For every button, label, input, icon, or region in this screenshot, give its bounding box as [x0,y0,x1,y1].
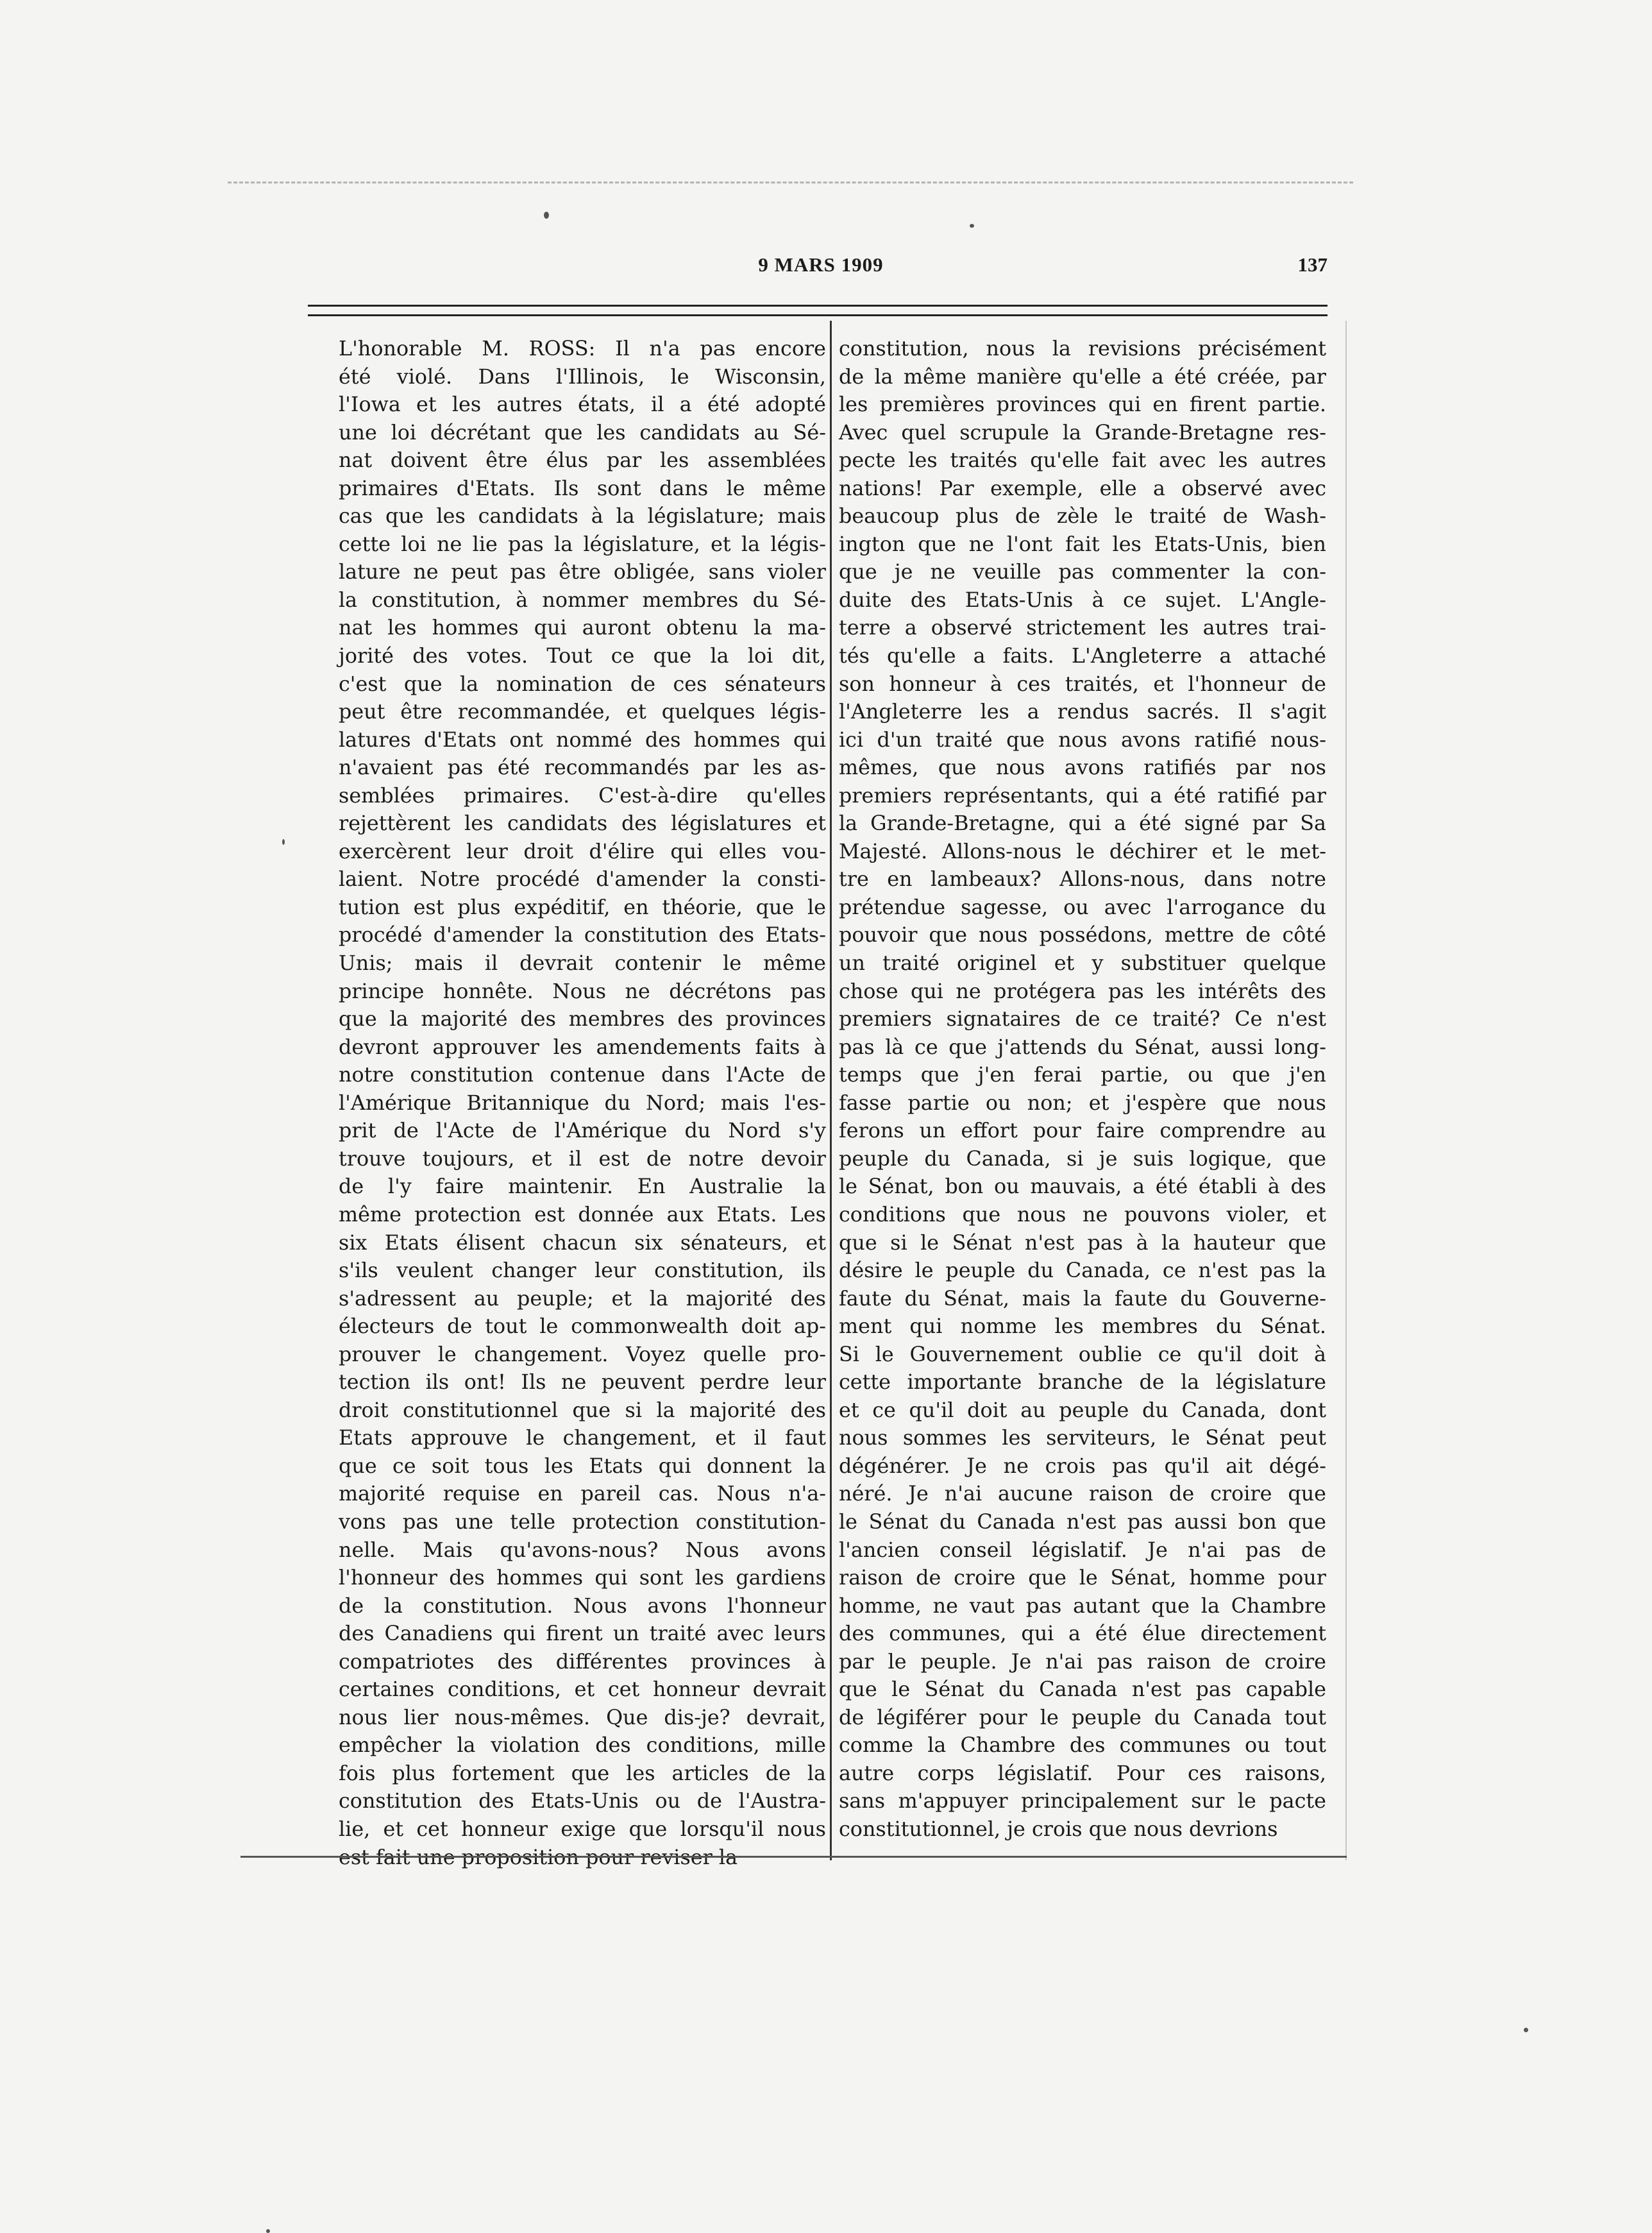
text-line: homme, ne vaut pas autant que la Chambre [839,1593,1326,1618]
text-line: de la constitution. Nous avons l'honneur [339,1593,826,1618]
text-line: nat doivent être élus par les assemblées [339,448,826,473]
text-line: procédé d'amender la constitution des Etats- [339,923,826,947]
text-line: ici d'un traité que nous avons ratifié nous- [839,727,1326,752]
text-line: pecte les traités qu'elle fait avec les autres [839,448,1326,473]
text-line: et ce qu'il doit au peuple du Canada, dont [839,1398,1326,1422]
text-line: est fait une proposition pour reviser la [339,1845,738,1869]
text-line: ington que ne l'ont fait les Etats-Unis, bien [839,532,1326,556]
text-line: des communes, qui a été élue directement [839,1622,1326,1646]
text-line: terre a observé strictement les autres trai- [839,616,1326,640]
page-date: 9 MARS 1909 [758,253,884,276]
text-line: nous sommes les serviteurs, le Sénat peut [839,1426,1326,1450]
text-line: même protection est donnée aux Etats. Les [339,1202,826,1227]
text-line: L'honorable M. ROSS: Il n'a pas encore [339,337,826,361]
text-line: désire le peuple du Canada, ce n'est pas la [839,1259,1326,1283]
text-line: c'est que la nomination de ces sénateurs [339,672,826,696]
text-line: lature ne peut pas être obligée, sans violer [339,560,826,584]
text-line: chose qui ne protégera pas les intérêts des [839,979,1326,1003]
text-line: rejettèrent les candidats des législatures et [339,811,826,836]
text-line: les premières provinces qui en firent partie. [839,393,1326,417]
text-line: ment qui nomme les membres du Sénat. [839,1314,1326,1339]
speck [970,224,974,228]
text-line: duite des Etats-Unis à ce sujet. L'Angle- [839,588,1326,612]
text-line: que je ne veuille pas commenter la con- [839,560,1326,584]
text-line: s'adressent au peuple; et la majorité des [339,1286,826,1311]
header-rule [308,314,1328,316]
text-line: constitution, nous la revisions précisément [839,337,1326,361]
text-line: sans m'appuyer principalement sur le pacte [839,1789,1326,1813]
text-line: jorité des votes. Tout ce que la loi dit, [339,644,826,668]
header-rule [308,305,1328,307]
text-line: que si le Sénat n'est pas à la hauteur que [839,1230,1326,1255]
text-line: fasse partie ou non; et j'espère que nous [839,1091,1326,1115]
text-line: comme la Chambre des communes ou tout [839,1733,1326,1758]
text-line: raison de croire que le Sénat, homme pour [839,1566,1326,1590]
bottom-rule [240,1856,1347,1858]
text-line: nations! Par exemple, elle a observé avec [839,476,1326,500]
text-line: autre corps législatif. Pour ces raisons, [839,1761,1326,1785]
margin-line [1345,321,1347,1860]
text-line: électeurs de tout le commonwealth doit ap- [339,1314,826,1339]
text-line: trouve toujours, et il est de notre devoir [339,1146,826,1171]
text-line: Avec quel scrupule la Grande-Bretagne res- [839,420,1326,445]
text-line: pouvoir que nous possédons, mettre de côté [839,923,1326,947]
column-divider [830,321,832,1860]
text-line: certaines conditions, et cet honneur devrait [339,1677,826,1702]
text-line: n'avaient pas été recommandés par les as- [339,756,826,780]
text-line: cette importante branche de la législature [839,1370,1326,1395]
text-line: le Sénat du Canada n'est pas aussi bon que [839,1509,1326,1534]
text-line: l'Angleterre les a rendus sacrés. Il s'agit [839,700,1326,724]
left-column [339,335,826,1871]
text-line: une loi décrétant que les candidats au Sé- [339,420,826,445]
speck [266,2229,270,2233]
page-number: 137 [1297,253,1328,276]
text-line: compatriotes des différentes provinces à [339,1649,826,1674]
text-line: majorité requise en pareil cas. Nous n'a- [339,1482,826,1506]
text-line: fois plus fortement que les articles de la [339,1761,826,1785]
text-line: l'Iowa et les autres états, il a été adopté [339,393,826,417]
text-line: semblées primaires. C'est-à-dire qu'elles [339,783,826,808]
text-line: premiers signataires de ce traité? Ce n'est [839,1007,1326,1032]
text-line: nelle. Mais qu'avons-nous? Nous avons [339,1538,826,1562]
text-line: conditions que nous ne pouvons violer, et [839,1202,1326,1227]
speck [282,839,285,845]
text-line: cette loi ne lie pas la législature, et la légis- [339,532,826,556]
text-line: de l'y faire maintenir. En Australie la [339,1175,826,1199]
text-line: que ce soit tous les Etats qui donnent la [339,1454,826,1478]
text-line: Majesté. Allons-nous le déchirer et le met- [839,839,1326,863]
text-line: latures d'Etats ont nommé des hommes qui [339,727,826,752]
text-line: mêmes, que nous avons ratifiés par nos [839,756,1326,780]
text-line: premiers représentants, qui a été ratifié par [839,783,1326,808]
text-line: tection ils ont! Ils ne peuvent perdre leur [339,1370,826,1395]
text-line: beaucoup plus de zèle le traité de Wash- [839,504,1326,529]
text-line: un traité originel et y substituer quelque [839,951,1326,976]
text-line: que la majorité des membres des provinces [339,1007,826,1032]
text-line: la constitution, à nommer membres du Sé- [339,588,826,612]
text-line: de la même manière qu'elle a été créée, par [839,364,1326,389]
text-line: droit constitutionnel que si la majorité des [339,1398,826,1422]
text-line: pas là ce que j'attends du Sénat, aussi long- [839,1035,1326,1059]
text-line: six Etats élisent chacun six sénateurs, et [339,1230,826,1255]
speck [1524,2028,1528,2032]
text-line: empêcher la violation des conditions, mille [339,1733,826,1758]
text-line: notre constitution contenue dans l'Acte de [339,1063,826,1087]
text-line: l'ancien conseil législatif. Je n'ai pas de [839,1538,1326,1562]
text-line: nous lier nous-mêmes. Que dis-je? devrait, [339,1705,826,1729]
text-line: son honneur à ces traités, et l'honneur de [839,672,1326,696]
text-line: constitution des Etats-Unis ou de l'Austra- [339,1789,826,1813]
text-line: peuple du Canada, si je suis logique, que [839,1146,1326,1171]
right-column [839,335,1326,1844]
text-line: exercèrent leur droit d'élire qui elles vou- [339,839,826,863]
text-line: ferons un effort pour faire comprendre au [839,1119,1326,1143]
text-line: que le Sénat du Canada n'est pas capable [839,1677,1326,1702]
text-line: faute du Sénat, mais la faute du Gouverne- [839,1286,1326,1311]
text-line: tre en lambeaux? Allons-nous, dans notre [839,867,1326,892]
text-line: Si le Gouvernement oublie ce qu'il doit à [839,1342,1326,1366]
text-line: cas que les candidats à la législature; mais [339,504,826,529]
text-line: le Sénat, bon ou mauvais, a été établi à des [839,1175,1326,1199]
text-line: Etats approuve le changement, et il faut [339,1426,826,1450]
text-line: temps que j'en ferai partie, ou que j'en [839,1063,1326,1087]
text-line: nat les hommes qui auront obtenu la ma- [339,616,826,640]
text-line: par le peuple. Je n'ai pas raison de croire [839,1649,1326,1674]
running-head [308,253,1334,285]
text-line: vons pas une telle protection constitution- [339,1509,826,1534]
text-line: lie, et cet honneur exige que lorsqu'il nous [339,1817,826,1841]
text-line: néré. Je n'ai aucune raison de croire que [839,1482,1326,1506]
text-line: tés qu'elle a faits. L'Angleterre a attaché [839,644,1326,668]
top-cut-line [228,182,1353,183]
text-line: constitutionnel, je crois que nous devrions [839,1817,1278,1841]
text-line: s'ils veulent changer leur constitution, ils [339,1259,826,1283]
text-line: été violé. Dans l'Illinois, le Wisconsin, [339,364,826,389]
text-line: Unis; mais il devrait contenir le même [339,951,826,976]
text-line: des Canadiens qui firent un traité avec leurs [339,1622,826,1646]
text-line: primaires d'Etats. Ils sont dans le même [339,476,826,500]
text-line: l'honneur des hommes qui sont les gardiens [339,1566,826,1590]
text-line: l'Amérique Britannique du Nord; mais l'es- [339,1091,826,1115]
text-line: prétendue sagesse, ou avec l'arrogance du [839,895,1326,919]
text-line: tution est plus expéditif, en théorie, que le [339,895,826,919]
text-line: peut être recommandée, et quelques légis- [339,700,826,724]
text-line: devront approuver les amendements faits à [339,1035,826,1059]
text-line: la Grande-Bretagne, qui a été signé par Sa [839,811,1326,836]
text-line: prit de l'Acte de l'Amérique du Nord s'y [339,1119,826,1143]
speck [544,212,549,219]
text-line: dégénérer. Je ne crois pas qu'il ait dégé- [839,1454,1326,1478]
text-line: principe honnête. Nous ne décrétons pas [339,979,826,1003]
text-line: prouver le changement. Voyez quelle pro- [339,1342,826,1366]
text-line: de légiférer pour le peuple du Canada tout [839,1705,1326,1729]
text-line: laient. Notre procédé d'amender la consti- [339,867,826,892]
